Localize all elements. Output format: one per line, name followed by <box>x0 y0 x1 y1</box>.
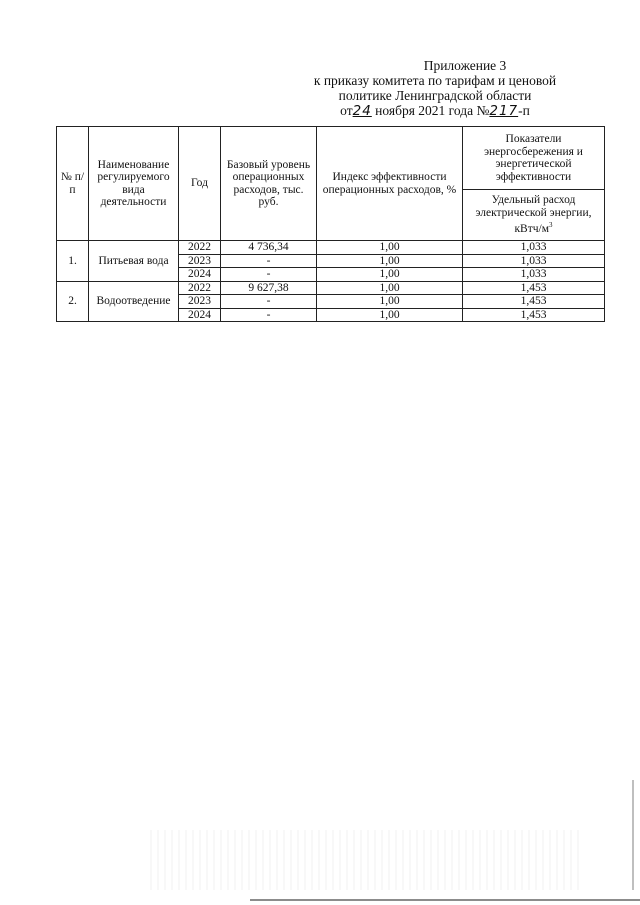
table-row <box>57 281 605 295</box>
table-row <box>57 241 605 255</box>
header-efficiency-index: Индекс эффективности операционных расходов, % <box>317 127 463 241</box>
row-year: 2023 <box>179 254 221 268</box>
row-base: - <box>221 295 317 309</box>
appendix-header <box>290 58 580 119</box>
scan-noise <box>150 830 580 890</box>
row-index: 1,00 <box>317 241 463 255</box>
scan-edge-mark <box>632 780 634 890</box>
row-index: 1,00 <box>317 281 463 295</box>
row-base: - <box>221 308 317 322</box>
header-num: № п/п <box>57 127 89 241</box>
row-index: 1,00 <box>317 295 463 309</box>
header-base-level: Базовый уровень операционных расходов, тыс. руб. <box>221 127 317 241</box>
order-suffix: -п <box>518 103 530 118</box>
row-num: 2. <box>57 281 89 322</box>
row-energy: 1,033 <box>463 268 605 282</box>
row-energy: 1,453 <box>463 308 605 322</box>
row-index: 1,00 <box>317 254 463 268</box>
row-year: 2022 <box>179 241 221 255</box>
efficiency-table <box>56 126 605 322</box>
date-middle: ноября 2021 года № <box>371 103 490 118</box>
row-activity: Питьевая вода <box>89 241 179 282</box>
committee-name: политике Ленинградской области <box>338 88 532 103</box>
row-year: 2024 <box>179 308 221 322</box>
row-energy: 1,033 <box>463 241 605 255</box>
appendix-title: Приложение 3 <box>423 58 507 73</box>
header-energy-sub-text: Удельный расход электрической энергии, кВтч/м <box>475 194 592 236</box>
row-base: - <box>221 254 317 268</box>
row-num: 1. <box>57 241 89 282</box>
scan-bottom-mark <box>250 899 640 901</box>
row-base: 4 736,34 <box>221 241 317 255</box>
date-prefix: от <box>340 103 353 118</box>
row-energy: 1,453 <box>463 295 605 309</box>
header-energy-sub <box>463 190 605 241</box>
row-energy: 1,033 <box>463 254 605 268</box>
order-reference: к приказу комитета по тарифам и ценовой <box>313 73 557 88</box>
row-year: 2023 <box>179 295 221 309</box>
header-year: Год <box>179 127 221 241</box>
row-index: 1,00 <box>317 308 463 322</box>
header-energy-group: Показатели энергосбережения и энергетической эффективности <box>463 127 605 190</box>
row-base: - <box>221 268 317 282</box>
row-base: 9 627,38 <box>221 281 317 295</box>
row-year: 2022 <box>179 281 221 295</box>
order-date-line <box>290 103 580 119</box>
header-energy-sub-sup: 3 <box>549 221 553 230</box>
handwritten-order-number: 217 <box>489 103 519 119</box>
header-activity: Наименование регулируемого вида деятельности <box>89 127 179 241</box>
row-activity: Водоотведение <box>89 281 179 322</box>
row-index: 1,00 <box>317 268 463 282</box>
handwritten-day: 24 <box>352 103 372 119</box>
row-year: 2024 <box>179 268 221 282</box>
row-energy: 1,453 <box>463 281 605 295</box>
